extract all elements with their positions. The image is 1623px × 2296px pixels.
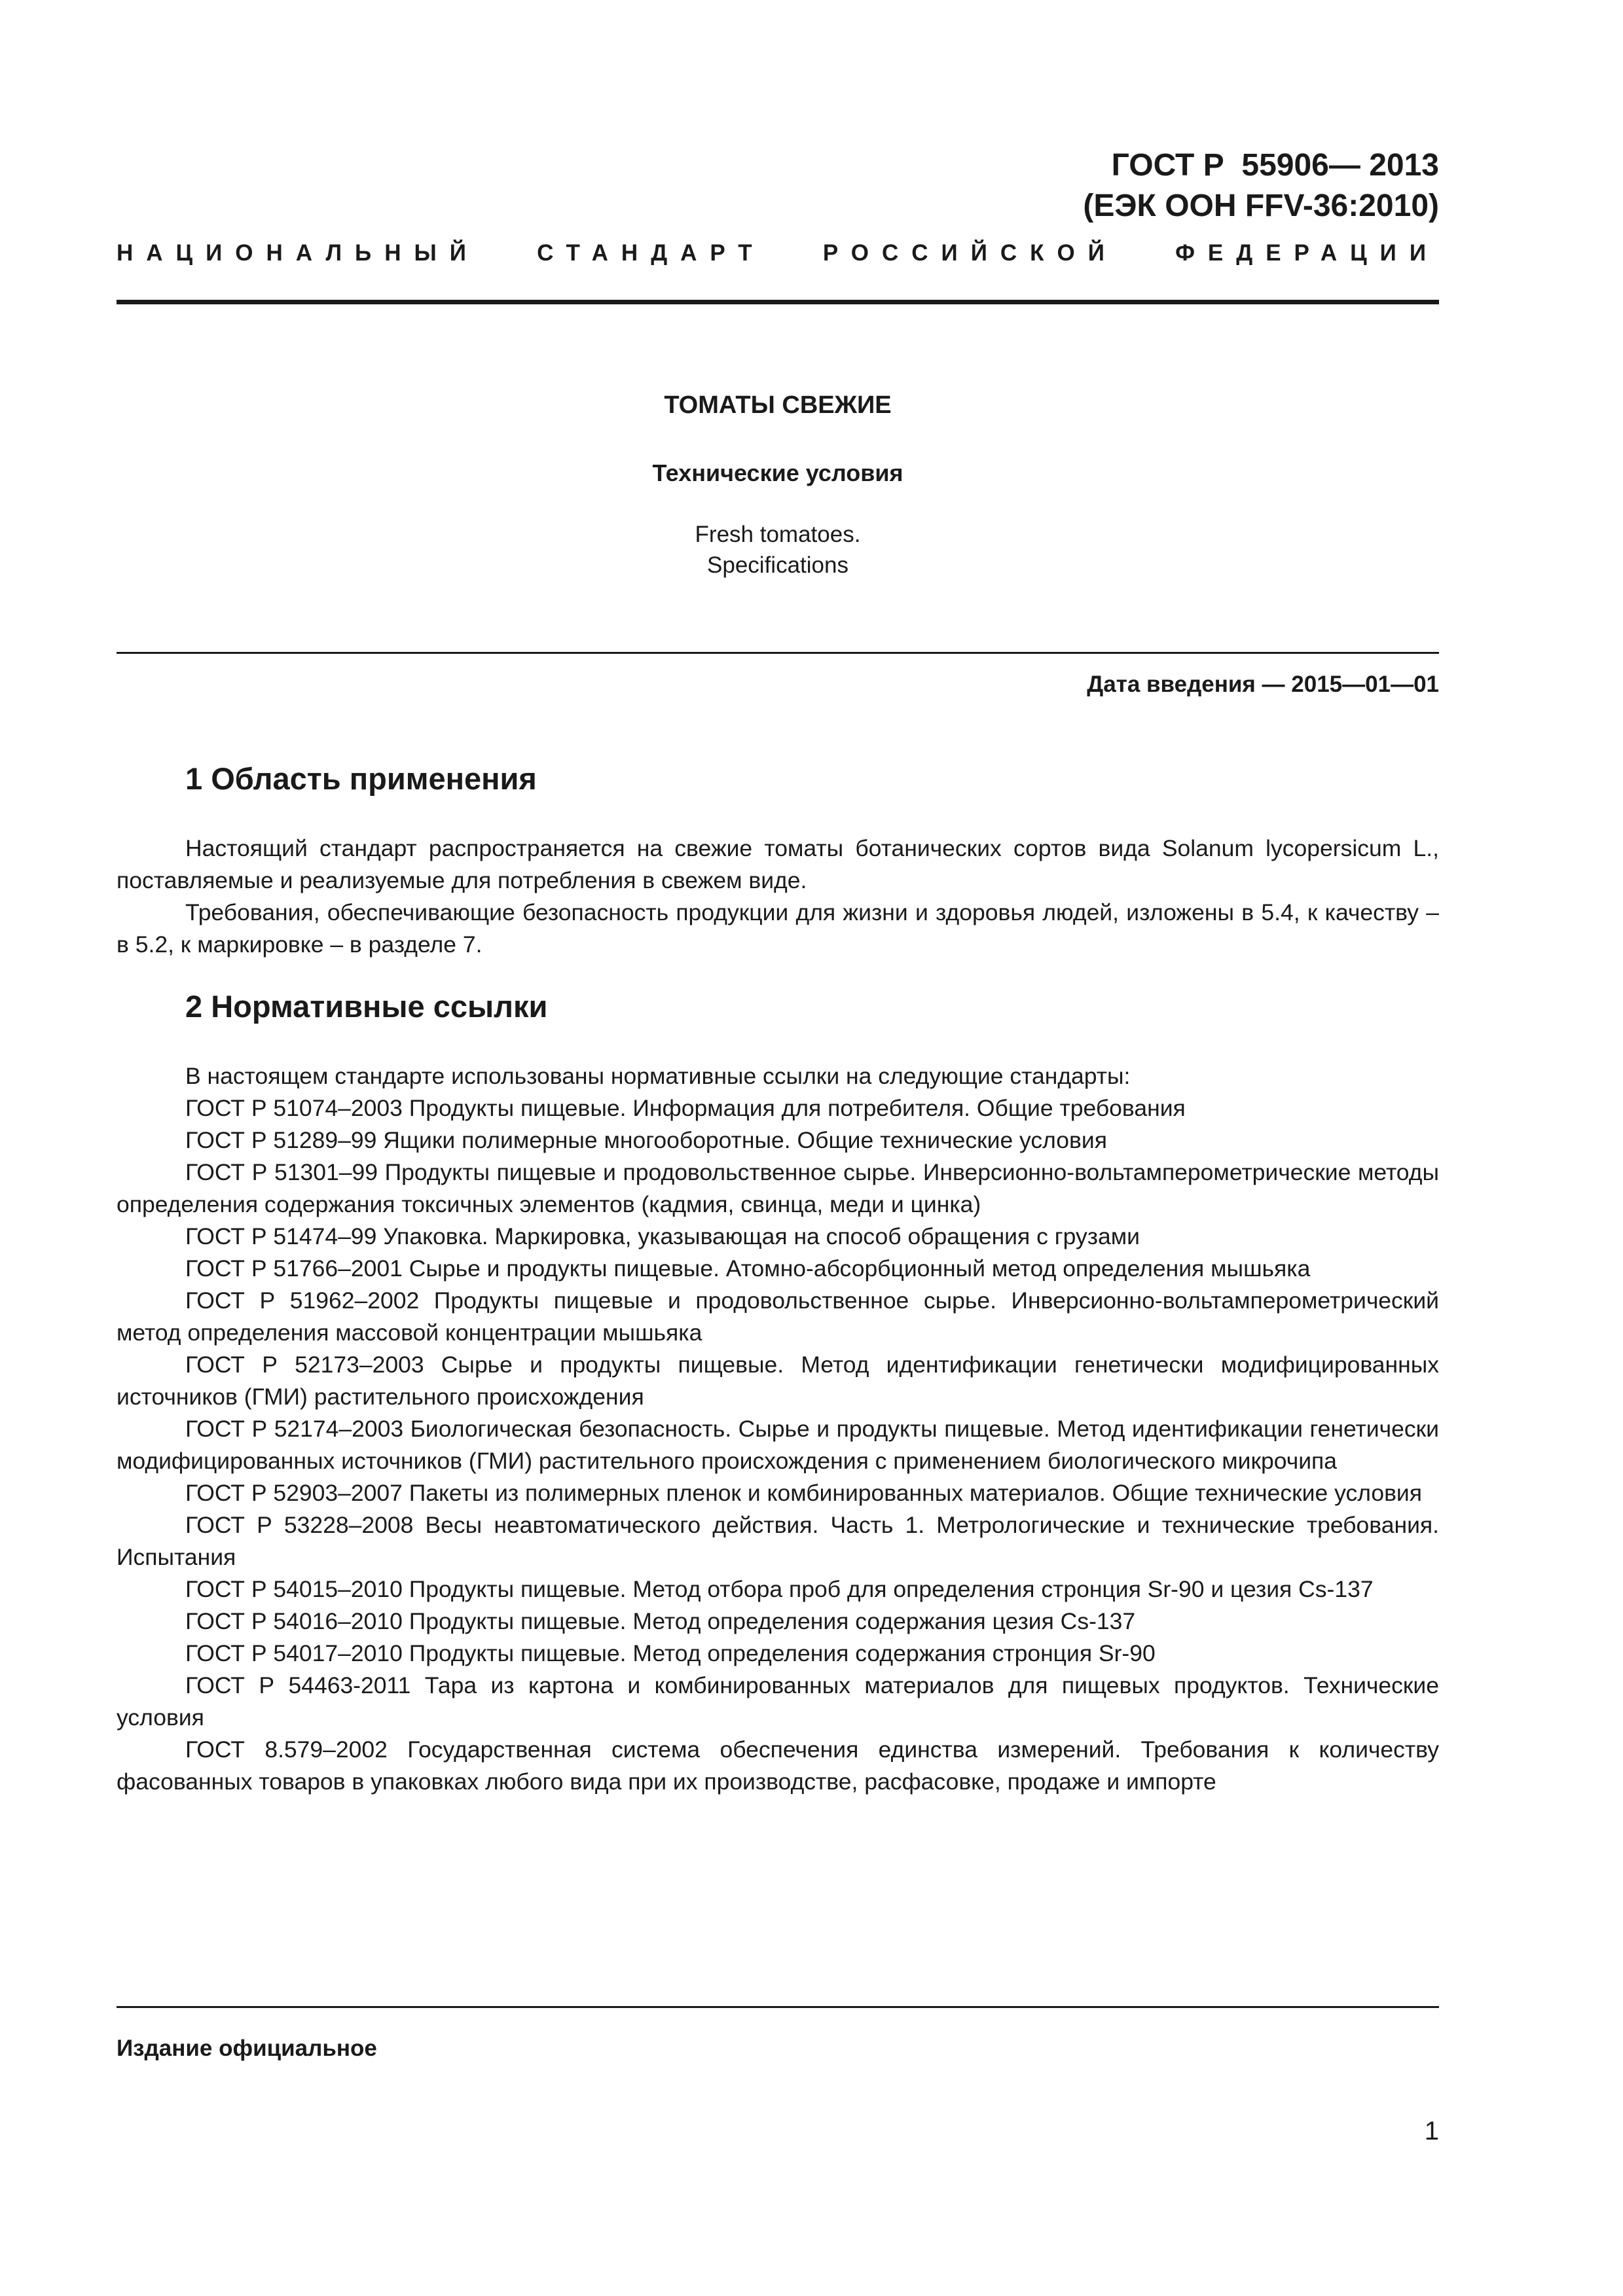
reference-item: ГОСТ Р 53228–2008 Весы неавтоматического действия. Часть 1. Метрологические и технические требования. Испытания <box>117 1512 1439 1570</box>
reference-item: ГОСТ Р 52173–2003 Сырье и продукты пищевые. Метод идентификации генетически модифицированных источников (ГМИ) растительного происхождения <box>117 1352 1439 1410</box>
reference-item: ГОСТ Р 54463-2011 Тара из картона и комбинированных материалов для пищевых продуктов. Технические условия <box>117 1672 1439 1731</box>
standard-number: ГОСТ Р 55906— 2013 <box>1111 148 1439 183</box>
edition-label: Издание официальное <box>117 2036 377 2061</box>
reference-item: ГОСТ Р 52903–2007 Пакеты из полимерных пленок и комбинированных материалов. Общие технические условия <box>185 1480 1422 1506</box>
header-divider <box>117 300 1439 304</box>
page-number: 1 <box>1424 2117 1439 2145</box>
reference-item: ГОСТ Р 51289–99 Ящики полимерные многооборотные. Общие технические условия <box>185 1127 1107 1153</box>
national-title-word: РОССИЙСКОЙ <box>822 240 1118 266</box>
section-2-body <box>117 1060 1439 1798</box>
english-title-line1: Fresh tomatoes. <box>695 522 861 547</box>
footer-divider <box>117 2006 1439 2008</box>
national-title-word: НАЦИОНАЛЬНЫЙ <box>117 240 479 266</box>
reference-item: ГОСТ Р 51474–99 Упаковка. Маркировка, указывающая на способ обращения с грузами <box>185 1223 1140 1249</box>
english-title <box>117 519 1439 581</box>
reference-item: ГОСТ Р 54017–2010 Продукты пищевые. Метод определения содержания стронция Sr-90 <box>185 1640 1156 1666</box>
reference-item: ГОСТ Р 51962–2002 Продукты пищевые и продовольственное сырье. Инверсионно-вольтамперометрический метод определения массовой концентрации мышьяка <box>117 1287 1439 1346</box>
title-divider <box>117 652 1439 654</box>
reference-item: ГОСТ Р 51301–99 Продукты пищевые и продовольственное сырье. Инверсионно-вольтамперометрические методы определения содержания токсичных элементов (кадмия, свинца, меди и цинка) <box>117 1159 1439 1217</box>
introduction-date: Дата введения — 2015—01—01 <box>1087 672 1439 697</box>
standard-equivalent: (ЕЭК ООН FFV-36:2010) <box>1083 188 1439 223</box>
english-title-line2: Specifications <box>707 552 848 578</box>
national-standard-title <box>117 237 1439 270</box>
document-title: ТОМАТЫ СВЕЖИЕ <box>664 391 892 419</box>
reference-item: ГОСТ Р 51074–2003 Продукты пищевые. Информация для потребителя. Общие требования <box>185 1095 1186 1121</box>
national-title-word: СТАНДАРТ <box>537 240 765 266</box>
paragraph: Требования, обеспечивающие безопасность продукции для жизни и здоровья людей, изложены в 5.4, к качеству – в 5.2, к маркировке – в разделе 7. <box>117 899 1439 958</box>
reference-item: ГОСТ Р 51766–2001 Сырье и продукты пищевые. Атомно-абсорбционный метод определения мышьяка <box>185 1255 1311 1282</box>
reference-item: ГОСТ 8.579–2002 Государственная система обеспечения единства измерений. Требования к количеству фасованных товаров в упаковках любого вида при их производстве, расфасовке, продаже и импорте <box>117 1736 1439 1795</box>
section-1-body <box>117 833 1439 961</box>
paragraph: В настоящем стандарте использованы нормативные ссылки на следующие стандарты: <box>185 1063 1131 1089</box>
reference-item: ГОСТ Р 54015–2010 Продукты пищевые. Метод отбора проб для определения стронция Sr-90 и цезия Cs-137 <box>185 1576 1374 1602</box>
reference-item: ГОСТ Р 52174–2003 Биологическая безопасность. Сырье и продукты пищевые. Метод идентификации генетически модифицированных источников (ГМИ) растительного происхождения с применением биологического микрочипа <box>117 1416 1439 1474</box>
section-1-heading: 1 Область применения <box>185 761 537 796</box>
national-title-word: ФЕДЕРАЦИИ <box>1175 240 1439 266</box>
standard-number-block <box>1083 145 1439 226</box>
reference-item: ГОСТ Р 54016–2010 Продукты пищевые. Метод определения содержания цезия Cs-137 <box>185 1608 1136 1634</box>
paragraph: Настоящий стандарт распространяется на свежие томаты ботанических сортов вида Solanum lycopersicum L., поставляемые и реализуемые для потребления в свежем виде. <box>117 835 1439 893</box>
document-subtitle: Технические условия <box>652 459 903 486</box>
section-2-heading: 2 Нормативные ссылки <box>185 989 548 1024</box>
